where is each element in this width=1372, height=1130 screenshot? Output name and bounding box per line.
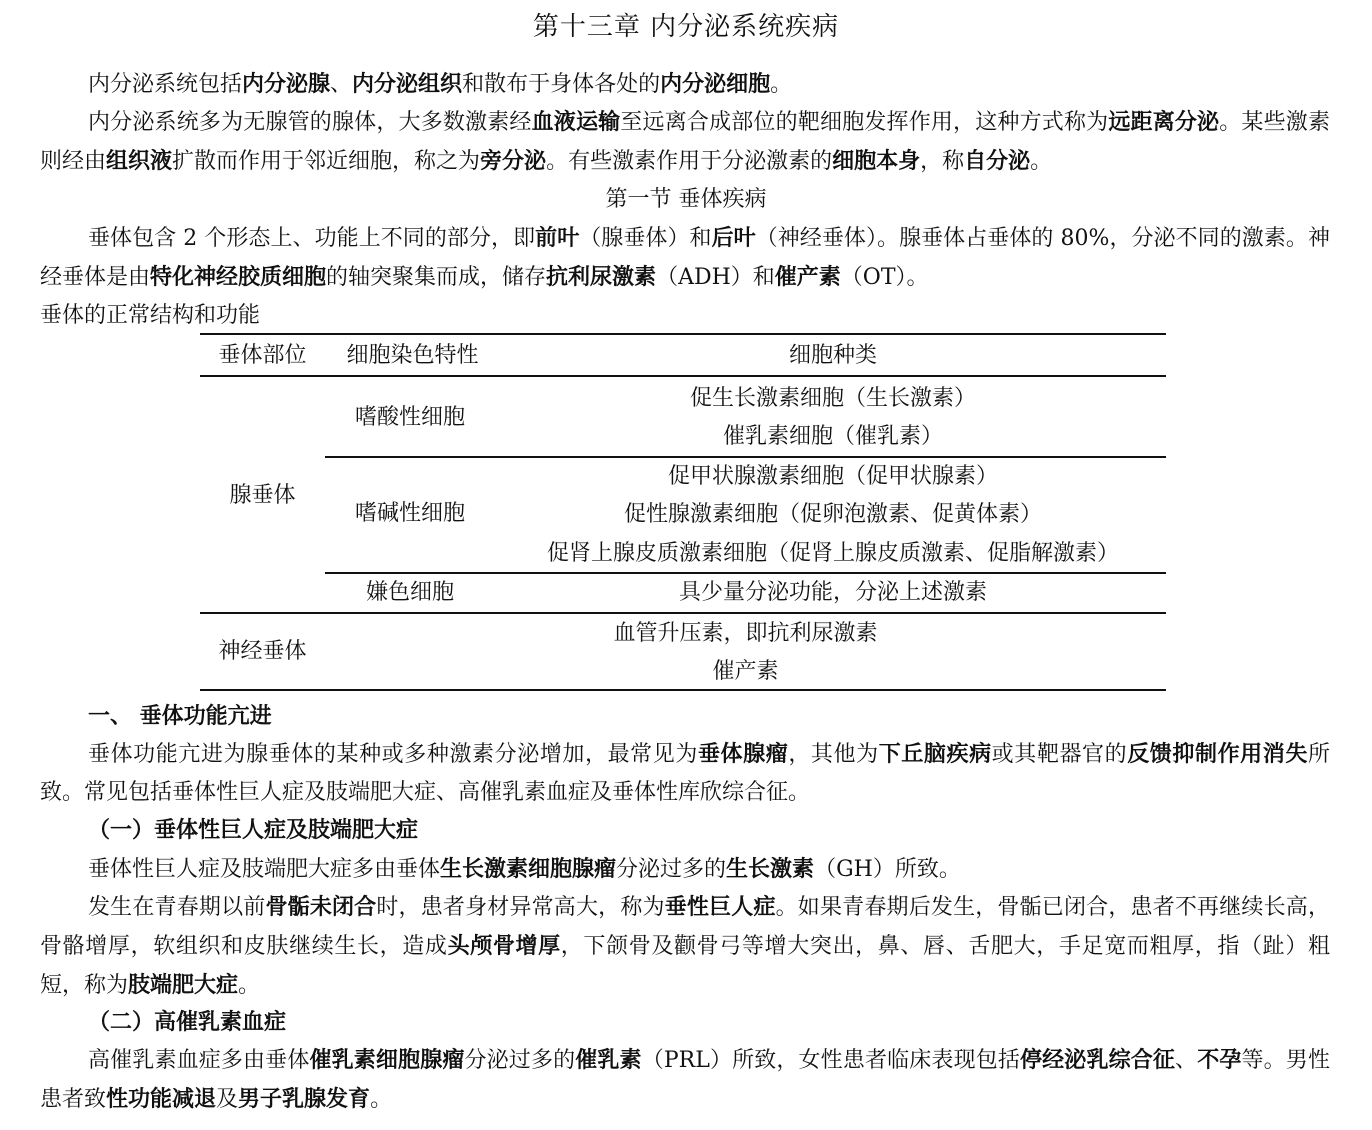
text-run: 。 [770,72,793,97]
text-run: （GH）所致。 [814,857,961,882]
text-run: 。 [370,1087,393,1112]
text-run: （PRL）所致，女性患者临床表现包括 [641,1048,1021,1073]
bold-term: 生长激素 [726,856,815,882]
bold-term: 骨骺未闭合 [265,894,377,920]
text-run: （腺垂体）和 [579,226,712,251]
text-run: 发生在青春期以前 [88,895,266,920]
table-cell-basophil-type-2: 促性腺激素细胞（促卵泡激素、促黄体素） [623,502,1042,527]
subheading-hyperprolactinemia: （二）高催乳素血症 [88,1009,287,1035]
bold-term: 不孕 [1197,1047,1242,1073]
text-run: 。如果青春期后发生，骨骺已闭合，患者不再继续长高，骨骼增厚，软组织和皮肤继续生长，造成 [40,895,1330,959]
text-run: 高催乳素血症多由垂体 [88,1048,310,1073]
bold-term: 反馈抑制作用消失 [1127,741,1308,767]
text-run: （神经垂体）。腺垂体占垂体的 80%，分泌不同的激素。神经垂体是由 [40,226,1330,290]
bold-term: 垂体腺瘤 [697,741,789,767]
table-cell-chromophobe-type: 具少量分泌功能，分泌上述激素 [678,580,987,605]
bold-term: 性功能减退 [106,1086,217,1112]
bold-term: 自分泌 [964,148,1031,174]
bold-term: 垂性巨人症 [664,894,776,920]
bold-term: 组织液 [106,148,173,174]
text-run: ，下颌骨及颧骨弓等增大突出，鼻、唇、舌肥大，手足宽而粗厚，指（趾）粗短，称为 [40,934,1330,998]
text-run: 、 [1175,1048,1198,1073]
bold-term: 旁分泌 [480,148,547,174]
bold-term: 抗利尿激素 [546,264,657,290]
bold-term: 催乳素细胞腺瘤 [309,1047,465,1073]
text-run: 时，患者身材异常高大，称为 [376,895,665,920]
table-header-part: 垂体部位 [218,343,307,368]
pituitary-table [200,333,1166,691]
text-run: 分泌过多的 [464,1048,576,1073]
bold-term: 头颅骨增厚 [447,933,561,959]
text-run: 和散布于身体各处的 [462,72,661,97]
table-cell-acidophil-type-2: 催乳素细胞（催乳素） [722,424,943,449]
bold-term: 血液运输 [531,109,621,135]
text-run: （OT）。 [840,265,929,290]
section-paragraph [40,219,1330,297]
bold-term: 内分泌腺 [242,71,331,97]
table-cell-basophil: 嗜碱性细胞 [354,501,465,526]
table-caption: 垂体的正常结构和功能 [40,303,261,328]
text-run: 内分泌系统多为无腺管的腺体，大多数激素经 [88,110,532,135]
text-run: 、 [330,72,353,97]
table-header-rule [200,375,1166,377]
text-run: 。有些激素作用于分泌激素的 [546,149,833,174]
text-run: 垂体性巨人症及肢端肥大症多由垂体 [88,857,441,882]
bold-term: 停经泌乳综合征 [1020,1047,1176,1073]
text-run: 的轴突聚集而成，储存 [326,265,547,290]
text-run: 垂体包含 2 个形态上、功能上不同的部分，即 [88,226,536,251]
bold-term: 生长激素细胞腺瘤 [440,856,617,882]
table-cell-basophil-type-1: 促甲状腺激素细胞（促甲状腺素） [667,464,998,489]
text-run: 。 [238,973,261,998]
text-run: （ADH）和 [656,265,775,290]
table-header-staining: 细胞染色特性 [346,343,479,368]
table-top-rule [200,333,1166,335]
gigantism-paragraph-2 [40,888,1330,1005]
text-run: 。某些激素则经由 [40,110,1330,174]
bold-term: 男子乳腺发育 [238,1086,371,1112]
text-run: 分泌过多的 [616,857,727,882]
table-cell-neuro-type-2: 催产素 [712,659,779,684]
bold-term: 催乳素 [575,1047,642,1073]
bold-term: 内分泌组织 [352,71,463,97]
table-cell-acidophil: 嗜酸性细胞 [354,405,465,430]
text-run: 等。男性患者致 [40,1048,1330,1112]
table-cell-neurohypophysis: 神经垂体 [218,639,307,664]
text-run: 。 [1030,149,1053,174]
bold-term: 内分泌细胞 [660,71,771,97]
table-cell-adenohypophysis: 腺垂体 [229,483,296,508]
text-run: 扩散而作用于邻近细胞，称之为 [172,149,481,174]
hyperpituitarism-paragraph [40,735,1330,812]
text-run: ，称 [920,149,965,174]
bold-term: 肢端肥大症 [128,972,239,998]
text-run: 内分泌系统包括 [88,72,243,97]
bold-term: 远距离分泌 [1108,109,1220,135]
bold-term: 催产素 [774,264,841,290]
text-run: 及 [216,1087,239,1112]
bold-term: 后叶 [711,225,756,251]
text-run: 所致。常见包括垂体性巨人症及肢端肥大症、高催乳素血症及垂体性库欣综合征。 [40,742,1330,805]
intro-paragraph-1 [40,65,1330,104]
section-title: 第一节 垂体疾病 [605,187,767,212]
bold-term: 细胞本身 [832,148,921,174]
table-header-cell-types: 细胞种类 [788,343,877,368]
table-rule-adeno [200,612,1166,614]
bold-term: 前叶 [535,225,580,251]
table-cell-neuro-type-1: 血管升压素，即抗利尿激素 [613,621,878,646]
chapter-title: 第十三章 内分泌系统疾病 [532,12,840,42]
intro-paragraph-2 [40,103,1330,181]
text-run: 或其靶器官的 [991,742,1128,767]
table-cell-chromophobe: 嫌色细胞 [365,580,454,605]
table-cell-basophil-type-3: 促肾上腺皮质激素细胞（促肾上腺皮质激素、促脂解激素） [546,541,1119,566]
hyperprolactinemia-paragraph [40,1041,1330,1119]
text-run: ，其他为 [788,742,879,767]
bold-term: 下丘脑疾病 [878,741,992,767]
table-cell-acidophil-type-1: 促生长激素细胞（生长激素） [689,386,976,411]
gigantism-paragraph-1 [40,850,1330,889]
heading-hyperpituitarism: 一、 垂体功能亢进 [88,703,272,729]
text-run: 垂体功能亢进为腺垂体的某种或多种激素分泌增加，最常见为 [88,742,698,767]
subheading-gigantism: （一）垂体性巨人症及肢端肥大症 [88,817,419,843]
text-run: 至远离合成部位的靶细胞发挥作用，这种方式称为 [620,110,1109,135]
bold-term: 特化神经胶质细胞 [150,264,327,290]
